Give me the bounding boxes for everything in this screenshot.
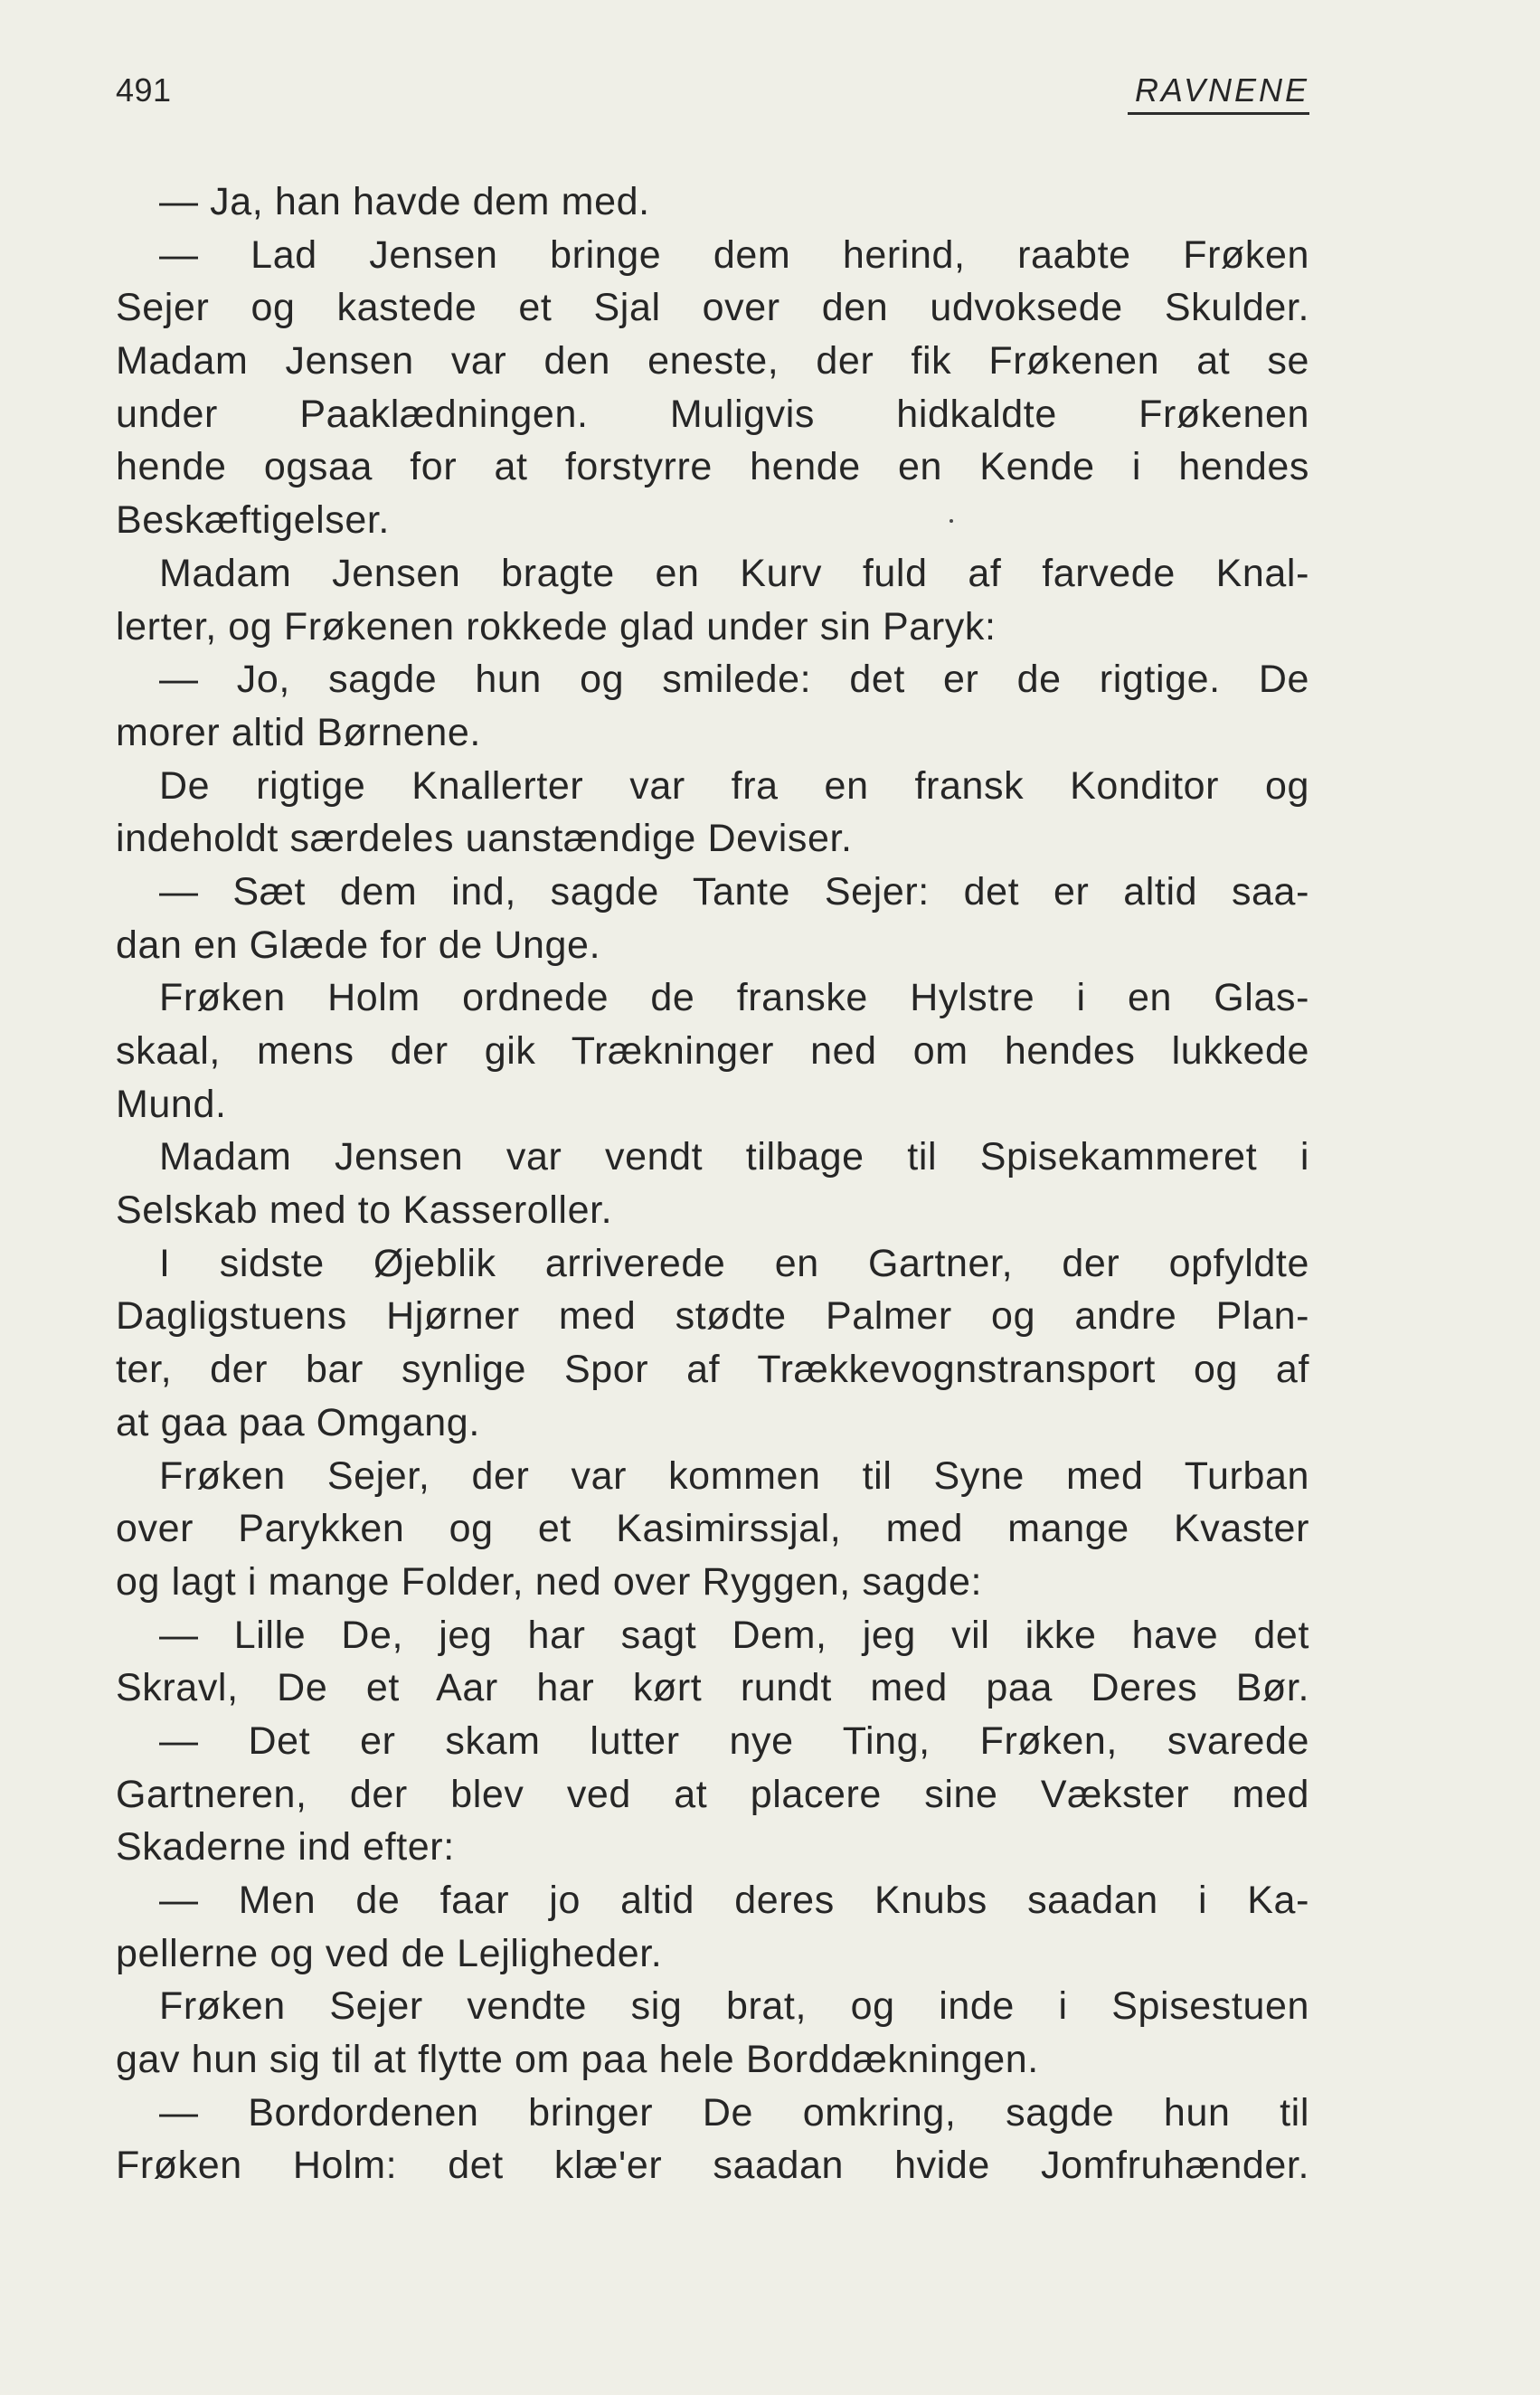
text-line: Gartneren, der blev ved at placere sine Vækster med [116,1772,1309,1816]
text-line: — Ja, han havde dem med. [159,180,650,223]
text-line: — Jo, sagde hun og smilede: det er de rigtige. De [159,658,1309,702]
text-line: morer altid Børnene. [116,710,481,754]
text-line: De rigtige Knallerter var fra en fransk Konditor og [159,763,1309,808]
text-line: Sejer og kastede et Sjal over den udvoksede Skulder. [116,286,1309,330]
text-line: Frøken Holm: det klæ'er saadan hvide Jomfruhænder. [116,2144,1309,2188]
text-line: — Sæt dem ind, sagde Tante Sejer: det er altid saa- [159,869,1309,914]
text-line: lerter, og Frøkenen rokkede glad under sin Paryk: [116,604,997,648]
text-line: skaal, mens der gik Trækninger ned om hendes lukkede [116,1029,1309,1073]
text-line: over Parykken og et Kasimirssjal, med mange Kvaster [116,1507,1309,1551]
text-line: — Bordordenen bringer De omkring, sagde hun til [159,2090,1309,2135]
text-line: Frøken Sejer vendte sig brat, og inde i Spisestuen [159,1984,1309,2029]
page-header [116,71,1309,125]
running-title: RAVNENE [1128,71,1309,115]
page-number: 491 [116,71,172,109]
text-line: gav hun sig til at flytte om paa hele Borddækningen. [116,2038,1039,2082]
text-line: at gaa paa Omgang. [116,1400,480,1444]
text-line: Beskæftigelser. [116,498,390,543]
text-line: — Lille De, jeg har sagt Dem, jeg vil ikke have det [159,1613,1309,1657]
text-line: Skravl, De et Aar har kørt rundt med paa Deres Bør. [116,1666,1309,1710]
text-line: pellerne og ved de Lejligheder. [116,1931,663,1975]
text-line: Skaderne ind efter: [116,1825,455,1870]
text-line: og lagt i mange Folder, ned over Ryggen, sagde: [116,1559,983,1604]
body-text [116,175,1309,2192]
text-line: Madam Jensen var den eneste, der fik Frøkenen at se [116,339,1309,383]
text-line: dan en Glæde for de Unge. [116,923,601,967]
text-line: Mund. [116,1082,227,1126]
text-line: Frøken Sejer, der var kommen til Syne med Turban [159,1453,1309,1498]
text-line: Frøken Holm ordnede de franske Hylstre i en Glas- [159,976,1309,1020]
text-line: under Paaklædningen. Muligvis hidkaldte Frøkenen [116,392,1309,436]
text-line: — Lad Jensen bringe dem herind, raabte Frøken [159,232,1309,277]
text-line: Dagligstuens Hjørner med stødte Palmer og andre Plan- [116,1294,1309,1339]
text-line: I sidste Øjeblik arriverede en Gartner, der opfyldte [159,1241,1309,1285]
text-line: — Det er skam lutter nye Ting, Frøken, svarede [159,1718,1309,1763]
text-line: Madam Jensen var vendt tilbage til Spisekammeret i [159,1135,1309,1179]
text-line: indeholdt særdeles uanstændige Deviser. [116,817,853,861]
text-line: — Men de faar jo altid deres Knubs saadan i Ka- [159,1879,1309,1922]
text-line: Selskab med to Kasseroller. [116,1188,613,1233]
text-line: ter, der bar synlige Spor af Trækkevognstransport og af [116,1348,1309,1392]
text-line: Madam Jensen bragte en Kurv fuld af farvede Knal- [159,551,1309,595]
text-line: hende ogsaa for at forstyrre hende en Kende i hendes [116,445,1309,489]
